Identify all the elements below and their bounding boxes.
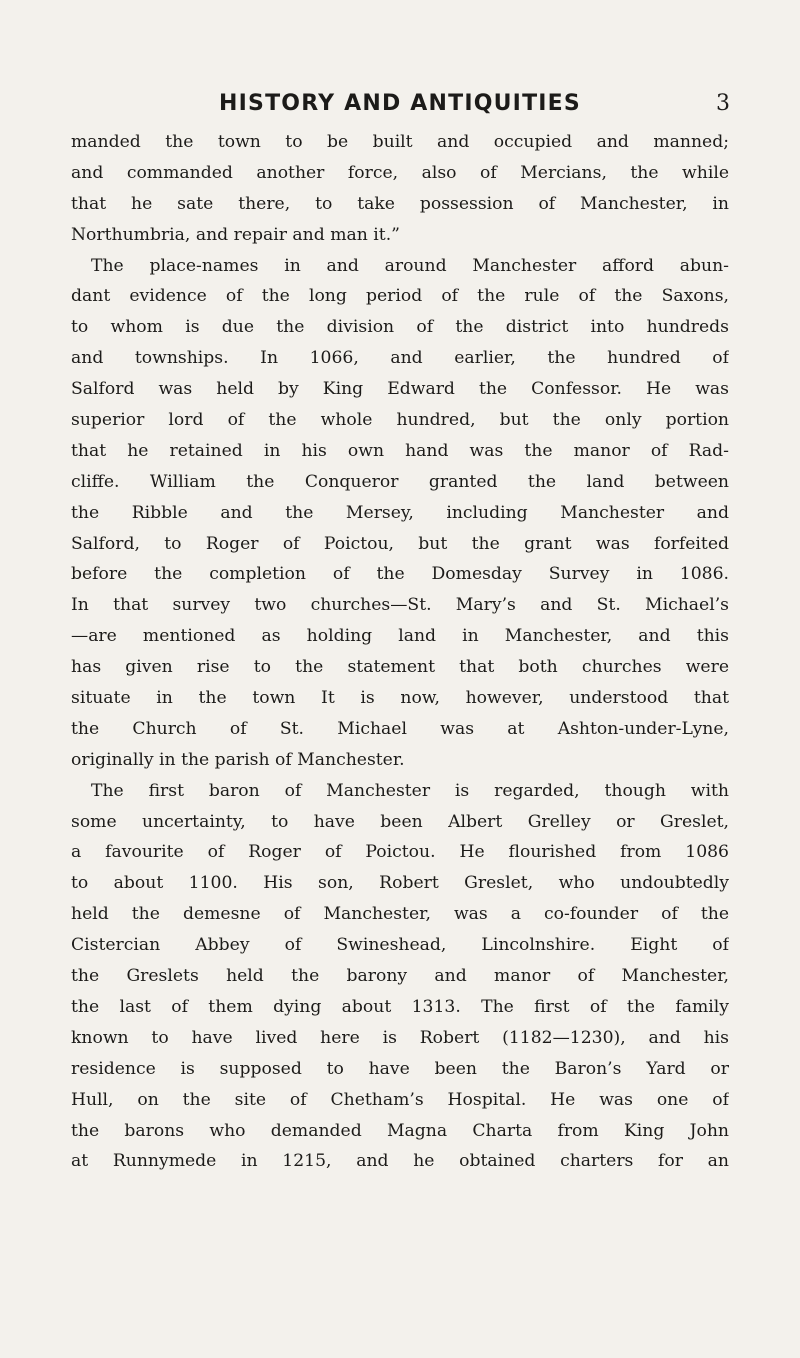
text-line: The place-names in and around Manchester afford abun- bbox=[91, 255, 729, 276]
text-line: —are mentioned as holding land in Manchester, and this bbox=[71, 626, 729, 647]
text-line: held the demesne of Manchester, was a co-founder of the bbox=[71, 904, 729, 925]
text-line: a favourite of Roger of Poictou. He flourished from 1086 bbox=[71, 842, 729, 863]
text-line: In that survey two churches—St. Mary’s and St. Michael’s bbox=[71, 595, 729, 616]
body-text bbox=[71, 127, 729, 1177]
running-head bbox=[40, 86, 760, 122]
text-line: the last of them dying about 1313. The first of the family bbox=[71, 996, 729, 1017]
page-number: 3 bbox=[716, 91, 730, 116]
text-line: that he sate there, to take possession of Manchester, in bbox=[71, 193, 729, 214]
text-line: some uncertainty, to have been Albert Grelley or Greslet, bbox=[71, 811, 729, 832]
text-line: superior lord of the whole hundred, but the only portion bbox=[71, 410, 729, 431]
text-line: before the completion of the Domesday Survey in 1086. bbox=[71, 564, 729, 585]
text-line: residence is supposed to have been the Baron’s Yard or bbox=[71, 1058, 729, 1079]
text-line: cliffe. William the Conqueror granted the land between bbox=[71, 471, 729, 492]
text-line: Salford was held by King Edward the Confessor. He was bbox=[71, 379, 729, 400]
text-line: the Greslets held the barony and manor of Manchester, bbox=[71, 966, 729, 987]
text-line: Hull, on the site of Chetham’s Hospital. He was one of bbox=[71, 1089, 729, 1110]
text-line: and townships. In 1066, and earlier, the hundred of bbox=[71, 348, 729, 369]
text-line: manded the town to be built and occupied and manned; bbox=[71, 132, 729, 152]
text-line: the Ribble and the Mersey, including Manchester and bbox=[71, 502, 729, 523]
text-line: that he retained in his own hand was the manor of Rad- bbox=[71, 440, 729, 461]
text-line: to whom is due the division of the district into hundreds bbox=[71, 317, 729, 338]
text-line: to about 1100. His son, Robert Greslet, who undoubtedly bbox=[71, 873, 729, 894]
text-line: situate in the town It is now, however, understood that bbox=[71, 688, 729, 709]
text-line: has given rise to the statement that both churches were bbox=[71, 657, 729, 678]
text-line: known to have lived here is Robert (1182—1230), and his bbox=[71, 1027, 729, 1048]
text-line: dant evidence of the long period of the rule of the Saxons, bbox=[71, 286, 729, 307]
text-line: Cistercian Abbey of Swineshead, Lincolnshire. Eight of bbox=[71, 935, 729, 956]
text-line: originally in the parish of Manchester. bbox=[71, 749, 405, 770]
text-line: and commanded another force, also of Mercians, the while bbox=[71, 162, 729, 183]
text-line: at Runnymede in 1215, and he obtained charters for an bbox=[71, 1151, 729, 1172]
text-line: the barons who demanded Magna Charta from King John bbox=[71, 1120, 729, 1141]
text-line: Salford, to Roger of Poictou, but the grant was forfeited bbox=[71, 533, 729, 554]
text-line: The first baron of Manchester is regarded, though with bbox=[91, 780, 729, 801]
text-line: Northumbria, and repair and man it.” bbox=[71, 224, 400, 245]
text-line: the Church of St. Michael was at Ashton-under-Lyne, bbox=[71, 718, 729, 739]
running-title: HISTORY AND ANTIQUITIES bbox=[219, 91, 581, 116]
